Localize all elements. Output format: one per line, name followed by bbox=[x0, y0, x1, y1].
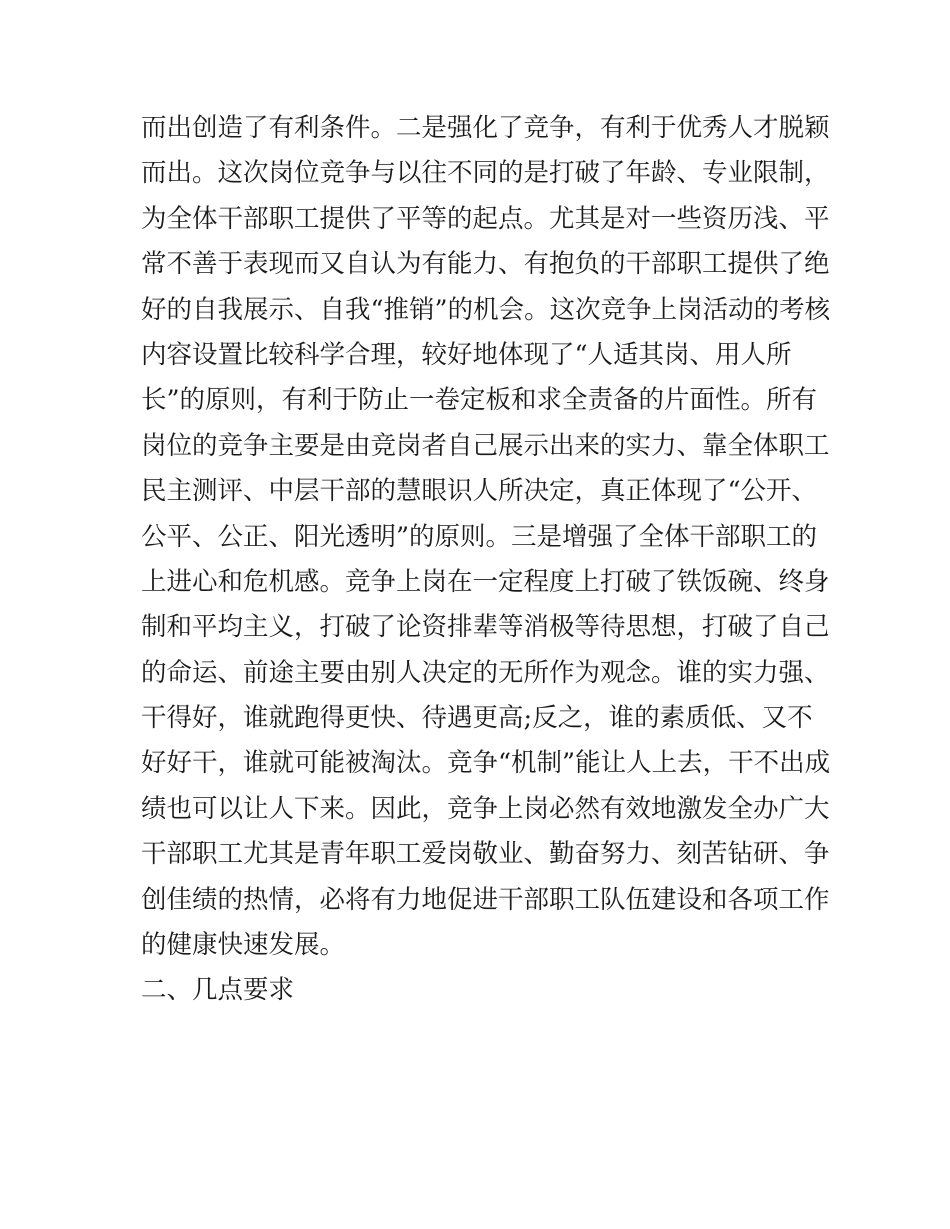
text-line: 内容设置比较科学合理，较好地体现了“人适其岗、用人所 bbox=[141, 339, 792, 370]
text-line: 公平、公正、阳光透明”的原则。三是增强了全体干部职工的 bbox=[141, 521, 818, 552]
text-line: 为全体干部职工提供了平等的起点。尤其是对一些资历浅、平 bbox=[141, 203, 830, 234]
text-line: 好的自我展示、自我“推销”的机会。这次竞争上岗活动的考核 bbox=[141, 294, 831, 325]
text-line: 制和平均主义，打破了论资排辈等消极等待思想，打破了自己 bbox=[141, 612, 830, 643]
text-line: 好好干，谁就可能被淘汰。竞争“机制”能让人上去，干不出成 bbox=[141, 748, 831, 779]
text-line: 的健康快速发展。 bbox=[141, 930, 346, 961]
text-line: 干得好，谁就跑得更快、待遇更高;反之，谁的素质低、又不 bbox=[141, 703, 813, 734]
text-line: 长”的原则，有利于防止一卷定板和求全责备的片面性。所有 bbox=[141, 385, 818, 416]
text-line: 岗位的竞争主要是由竞岗者自己展示出来的实力、靠全体职工 bbox=[141, 430, 830, 461]
text-line: 民主测评、中层干部的慧眼识人所决定，真正体现了“公开、 bbox=[141, 476, 818, 507]
text-line: 的命运、前途主要由别人决定的无所作为观念。谁的实力强、 bbox=[141, 657, 830, 688]
text-line: 而出创造了有利条件。二是强化了竞争，有利于优秀人才脱颖 bbox=[141, 113, 830, 143]
text-line: 而出。这次岗位竞争与以往不同的是打破了年龄、专业限制， bbox=[141, 158, 830, 189]
section-heading: 二、几点要求 bbox=[141, 975, 295, 1006]
text-line: 干部职工尤其是青年职工爱岗敬业、勤奋努力、刻苦钻研、争 bbox=[141, 839, 830, 870]
text-line: 上进心和危机感。竞争上岗在一定程度上打破了铁饭碗、终身 bbox=[141, 566, 830, 597]
text-line: 绩也可以让人下来。因此，竞争上岗必然有效地激发全办广大 bbox=[141, 793, 830, 824]
body-text bbox=[141, 106, 831, 1014]
text-line: 常不善于表现而又自认为有能力、有抱负的干部职工提供了绝 bbox=[141, 249, 830, 280]
text-line: 创佳绩的热情，必将有力地促进干部职工队伍建设和各项工作 bbox=[141, 884, 830, 915]
